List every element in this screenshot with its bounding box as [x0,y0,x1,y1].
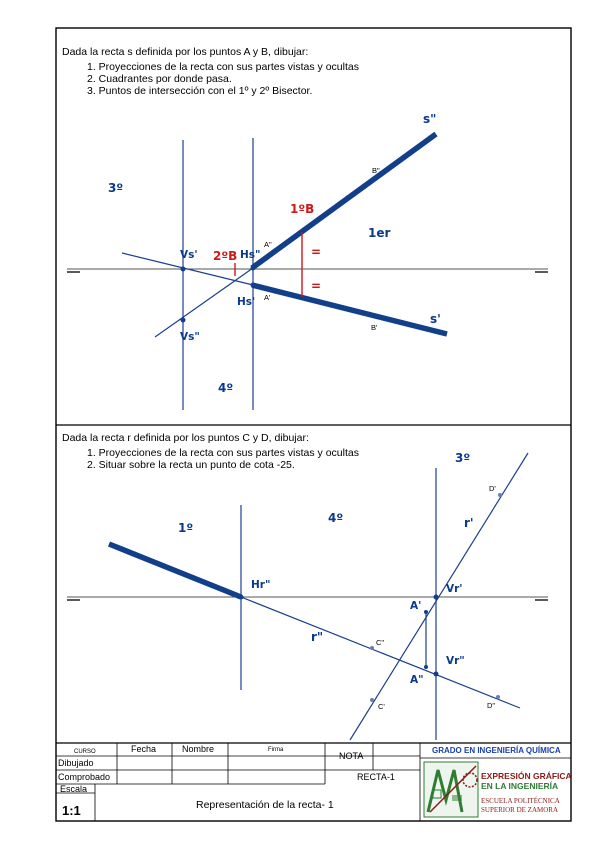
label2-quadrant-1: 1º [178,521,194,535]
label-quadrant-3: 3º [108,181,124,195]
point-d-vertical [496,695,500,699]
s-horizontal-projection-visible [252,285,447,334]
point-d-horizontal [498,493,502,497]
label-second-bisector: 2ºB [213,249,238,263]
tb-degree: GRADO EN INGENIERÍA QUÍMICA [432,746,561,755]
school-line-2: SUPERIOR DE ZAMORA [481,806,559,814]
logo-line-1: EXPRESIÓN GRÁFICA [481,771,572,781]
label-vs-vertical: Vs' [180,249,198,261]
point-a-horizontal [424,610,428,614]
label-a2-horizontal: A' [410,600,422,612]
point-vr-vertical [434,672,439,677]
label-b-horizontal: B' [371,323,378,332]
r-vertical-projection-visible [109,544,241,597]
point-hs-horizontal [251,283,256,288]
point-vr-horizontal [434,595,439,600]
title-block [56,743,572,821]
label-quadrant-4: 4º [218,381,234,395]
label2-quadrant-4: 4º [328,511,344,525]
label-hs-horizontal: Hs' [237,296,256,308]
tb-escala-label: Escala [60,784,88,794]
point-c-vertical [370,646,374,650]
equal-mark-lower: = [311,279,322,293]
label-r-horizontal: r' [464,516,474,530]
part2-statement [62,432,359,471]
tb-comprobado: Comprobado [58,772,111,782]
part2-item-2: 2. Situar sobre la recta un punto de cota -25. [87,459,295,471]
point-c-horizontal [370,698,374,702]
equal-mark-upper: = [311,245,322,259]
part1-item-3: 3. Puntos de intersección con el 1º y 2º Bisector. [87,85,313,97]
label-a-vertical: A" [264,240,272,249]
university-logo [424,762,478,817]
tb-sheet-code: RECTA-1 [357,772,395,782]
part2-statement-text: Dada la recta r definida por los puntos C y D, dibujar: [62,432,309,444]
label-quadrant-1: 1er [368,226,391,240]
point-hs-vertical [251,266,256,271]
tb-fecha: Fecha [131,744,157,754]
label-c-horizontal: C' [378,702,385,711]
point-hr-vertical [239,595,244,600]
label-r-vertical: r" [311,630,324,644]
tb-nota: NOTA [339,751,364,761]
label-vs-horizontal: Vs" [180,331,200,343]
part1-item-1: 1. Proyecciones de la recta con sus partes vistas y ocultas [87,61,359,73]
label-a2-vertical: A" [410,674,424,686]
label-c-vertical: C" [376,638,385,647]
tb-curso: CURSO [74,749,96,755]
point-vs-horizontal [181,318,186,323]
tb-firma: Firma [268,747,284,753]
label-vr-vertical: Vr" [446,655,465,667]
part2-item-1: 1. Proyecciones de la recta con sus partes vistas y ocultas [87,447,359,459]
part1-item-2: 2. Cuadrantes por donde pasa. [87,73,232,85]
label-d-horizontal: D' [489,484,496,493]
part1-statement-text: Dada la recta s definida por los puntos A y B, dibujar: [62,46,309,58]
label-s-horizontal: s' [430,312,441,326]
part2-diagram [67,451,548,740]
label2-quadrant-3: 3º [455,451,471,465]
point-a-vertical [424,665,428,669]
s-vertical-projection-visible [252,134,436,268]
part1-diagram [67,112,548,410]
label-a-horizontal: A' [264,293,271,302]
tb-nombre: Nombre [182,744,215,754]
tb-drawing-title: Representación de la recta- 1 [196,799,334,811]
tb-escala-value: 1:1 [62,803,81,818]
school-line-1: ESCUELA POLITÉCNICA [481,797,560,805]
label-s-vertical: s" [423,112,437,126]
point-vs-vertical [181,267,186,272]
logo-line-2: EN LA INGENIERÍA [481,781,559,791]
label-vr-horizontal: Vr' [446,583,463,595]
label-hs-vertical: Hs" [240,249,261,261]
part1-statement [62,46,359,97]
label-b-vertical: B" [372,166,380,175]
tb-dibujado: Dibujado [58,758,94,768]
label-d-vertical: D" [487,701,496,710]
label-first-bisector: 1ºB [290,202,315,216]
label-hr-vertical: Hr" [251,579,271,591]
